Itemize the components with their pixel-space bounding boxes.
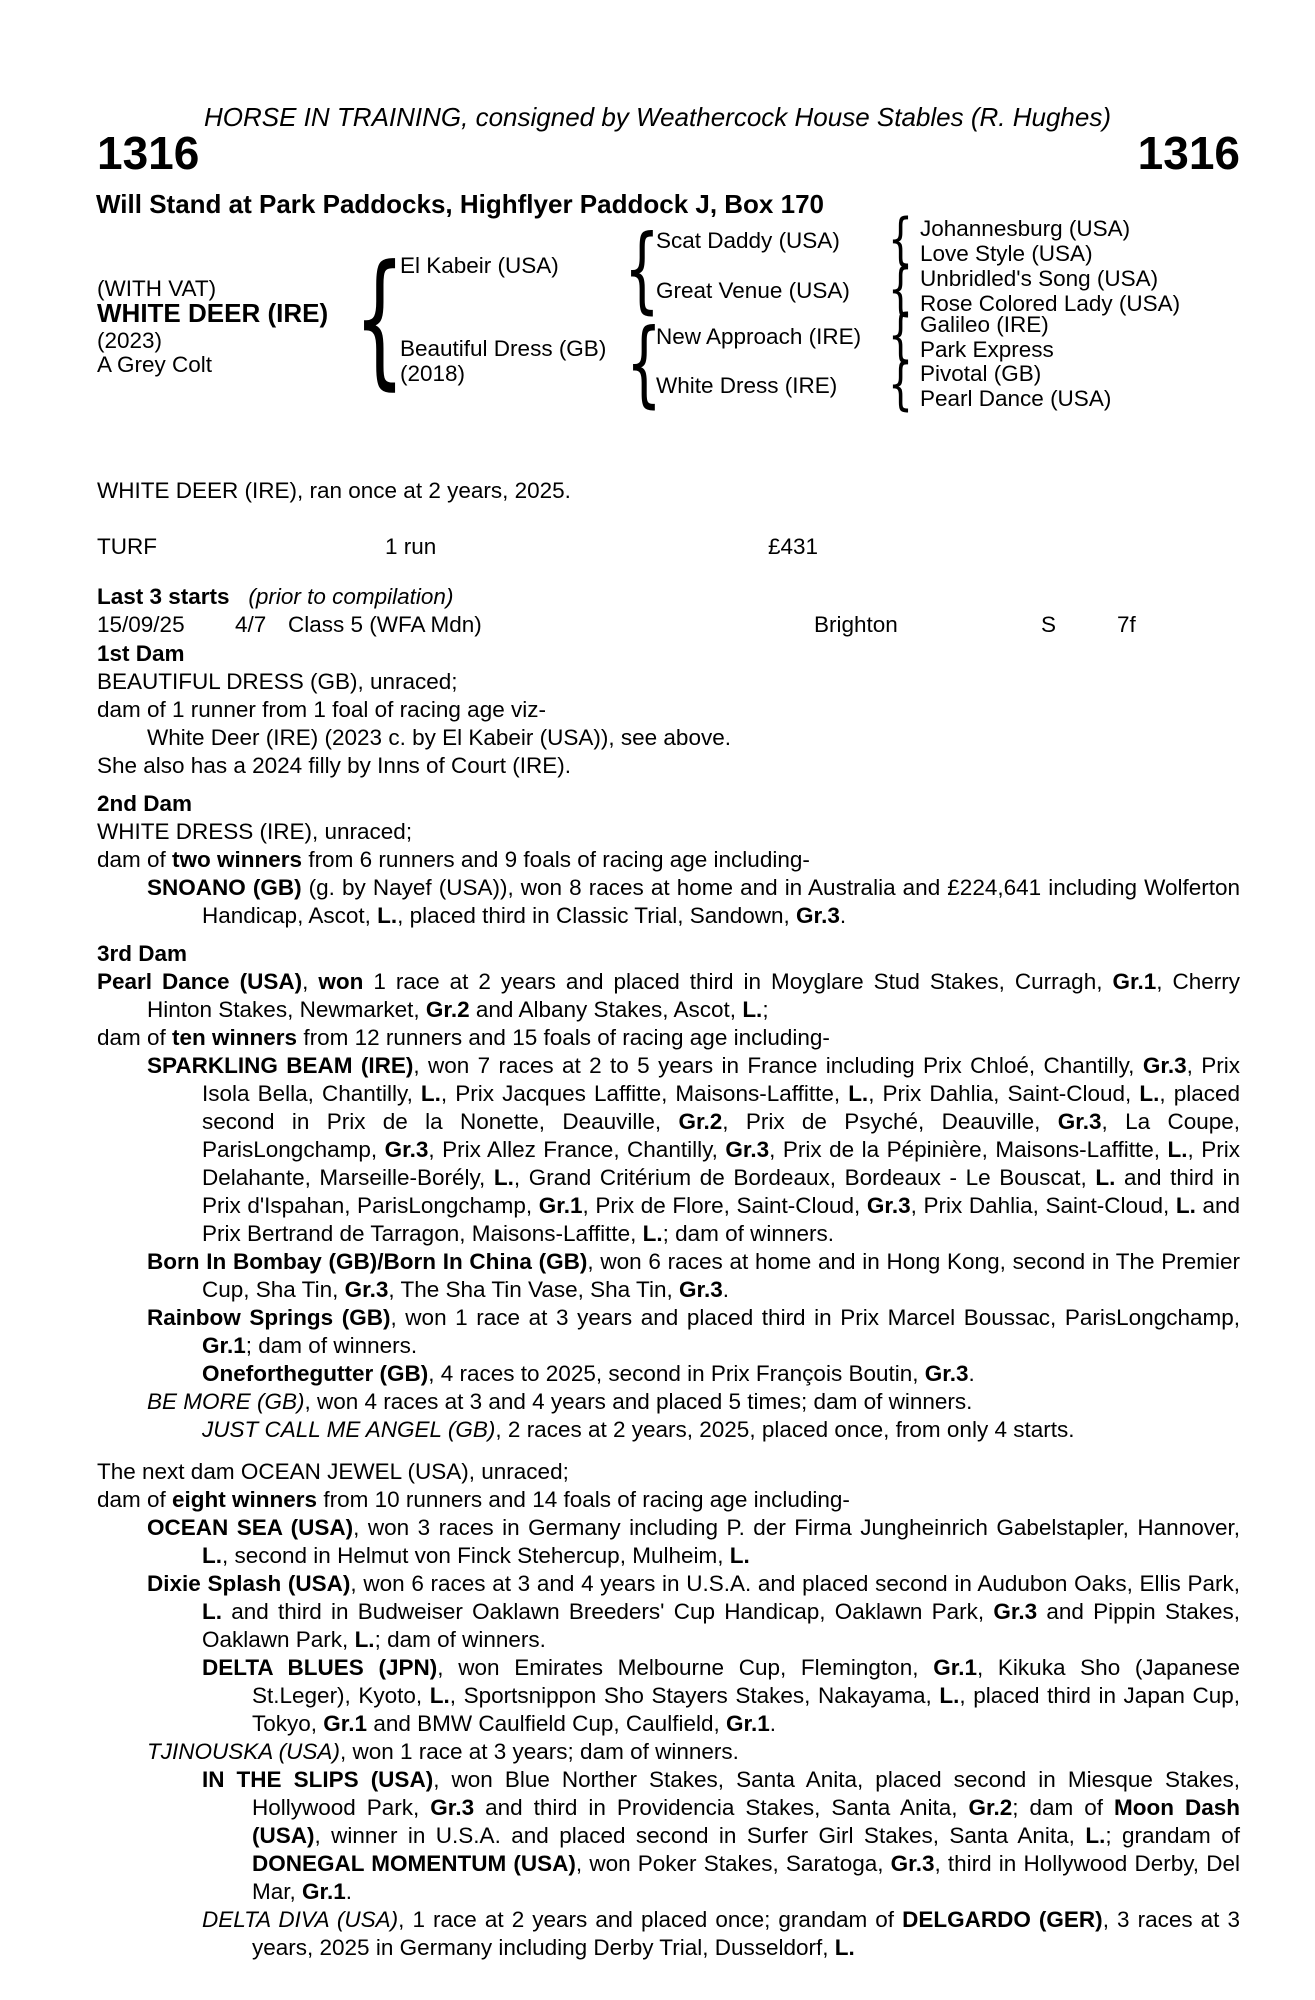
- dam-year: (2018): [400, 361, 466, 386]
- brace-icon: {: [888, 352, 913, 417]
- sire-name: El Kabeir (USA): [400, 253, 559, 278]
- text-segment: ; dam of winners.: [662, 1221, 834, 1246]
- text-segment: L.: [1139, 1081, 1160, 1106]
- start-finish-position: 4/7: [235, 612, 267, 637]
- text-segment: Gr.2: [678, 1109, 723, 1134]
- text-segment: , third in Hollywood Derby, Del Mar,: [252, 1851, 1240, 1904]
- text-segment: , La Coupe, ParisLongchamp,: [202, 1109, 1240, 1162]
- text-segment: , placed third in Classic Trial, Sandown,: [397, 903, 797, 928]
- grandparent-dam-sire: New Approach (IRE): [656, 324, 862, 349]
- great-grandparent: Pivotal (GB): [920, 361, 1042, 386]
- text-segment: BEAUTIFUL DRESS (GB), unraced;: [97, 669, 458, 694]
- text-segment: (g. by Nayef (USA)), won 8 races at home and in Australia and £224,641 including Wolferton Handicap, Ascot,: [202, 875, 1240, 928]
- start-going: S: [1041, 612, 1057, 637]
- great-grandparent: Johannesburg (USA): [920, 216, 1131, 241]
- text-segment: .: [839, 903, 847, 928]
- text-segment: Gr.3: [384, 1137, 429, 1162]
- text-segment: L.: [1085, 1823, 1106, 1848]
- text-segment: , won 7 races at 2 to 5 years in France including Prix Chloé, Chantilly,: [413, 1053, 1143, 1078]
- text-segment: , 1 race at 2 years and placed once; grandam of: [398, 1907, 903, 1932]
- text-segment: L.: [354, 1627, 375, 1652]
- with-vat-note: (WITH VAT): [97, 276, 217, 301]
- lot-number-left: 1316: [97, 127, 200, 179]
- pedigree-paragraph: [97, 1486, 1240, 1514]
- text-segment: , 2 races at 2 years, 2025, placed once, from only 4 starts.: [495, 1417, 1075, 1442]
- text-segment: and BMW Caulfield Cup, Caulfield,: [367, 1711, 726, 1736]
- pedigree-paragraph: [97, 752, 1240, 780]
- text-segment: OCEAN SEA (USA): [147, 1515, 354, 1540]
- text-segment: L.: [642, 1221, 663, 1246]
- text-segment: L.: [834, 1935, 855, 1960]
- text-segment: ,: [302, 969, 319, 994]
- text-segment: , The Sha Tin Vase, Sha Tin,: [388, 1277, 679, 1302]
- pedigree-paragraph: [97, 1052, 1240, 1248]
- text-segment: ; dam of winners.: [245, 1333, 418, 1358]
- text-segment: DELGARDO (GER): [902, 1907, 1103, 1932]
- text-segment: L.: [202, 1543, 222, 1568]
- pedigree-paragraph: [97, 846, 1240, 874]
- text-segment: , Prix Allez France, Chantilly,: [428, 1137, 726, 1162]
- text-segment: Gr.3: [430, 1795, 475, 1820]
- text-segment: .: [345, 1879, 353, 1904]
- text-segment: ; grandam of: [1105, 1823, 1240, 1848]
- text-segment: eight winners: [172, 1487, 318, 1512]
- runs-count: 1 run: [385, 534, 437, 559]
- pedigree-text: [97, 640, 1240, 1962]
- text-segment: L.: [377, 903, 398, 928]
- last-starts-line: [97, 583, 453, 611]
- text-segment: Gr.1: [202, 1333, 246, 1358]
- horse-name: WHITE DEER (IRE): [97, 298, 329, 328]
- start-race-class: Class 5 (WFA Mdn): [288, 612, 482, 637]
- text-segment: Gr.1: [302, 1879, 346, 1904]
- text-segment: , Prix Isola Bella, Chantilly,: [202, 1053, 1240, 1106]
- text-segment: Oneforthegutter (GB): [202, 1361, 429, 1386]
- text-segment: Gr.3: [890, 1851, 935, 1876]
- text-segment: Gr.3: [678, 1277, 723, 1302]
- text-segment: , Sportsnippon Sho Stayers Stakes, Nakayama,: [449, 1683, 940, 1708]
- text-segment: , Prix Dahlia, Saint-Cloud,: [910, 1193, 1176, 1218]
- lot-number-right: 1316: [1137, 127, 1240, 179]
- grandparent-sire-sire: Scat Daddy (USA): [656, 228, 840, 253]
- race-summary: WHITE DEER (IRE), ran once at 2 years, 2025.: [97, 478, 571, 503]
- text-segment: White Deer (IRE) (2023 c. by El Kabeir (USA)), see above.: [147, 725, 731, 750]
- text-segment: Gr.3: [1057, 1109, 1102, 1134]
- text-segment: 1 race at 2 years and placed third in Moyglare Stud Stakes, Curragh,: [363, 969, 1113, 994]
- great-grandparent: Park Express: [920, 337, 1054, 362]
- consignment-title: HORSE IN TRAINING, consigned by Weathercock House Stables (R. Hughes): [204, 102, 1111, 132]
- text-segment: ten winners: [172, 1025, 298, 1050]
- pedigree-paragraph: [97, 1458, 1240, 1486]
- text-segment: , won 4 races at 3 and 4 years and placed 5 times; dam of winners.: [304, 1389, 973, 1414]
- great-grandparent: Unbridled's Song (USA): [920, 266, 1159, 291]
- text-segment: , Prix de Flore, Saint-Cloud,: [582, 1193, 867, 1218]
- text-segment: , placed second in Prix de la Nonette, Deauville,: [202, 1081, 1240, 1134]
- text-segment: DELTA BLUES (JPN): [202, 1655, 438, 1680]
- text-segment: L.: [420, 1081, 441, 1106]
- pedigree-paragraph: [97, 1654, 1240, 1738]
- pedigree-paragraph: [97, 1416, 1240, 1444]
- text-segment: and Prix Bertrand de Tarragon, Maisons-Laffitte,: [202, 1193, 1241, 1246]
- text-segment: , Prix de Psyché, Deauville,: [722, 1109, 1058, 1134]
- text-segment: L.: [1175, 1193, 1196, 1218]
- text-segment: L.: [939, 1683, 960, 1708]
- text-segment: and Pippin Stakes, Oaklawn Park,: [202, 1599, 1240, 1652]
- text-segment: L.: [493, 1165, 514, 1190]
- text-segment: L.: [729, 1543, 750, 1568]
- text-segment: dam of: [97, 1487, 173, 1512]
- text-segment: WHITE DRESS (IRE), unraced;: [97, 819, 413, 844]
- surface-label: TURF: [97, 534, 157, 559]
- text-segment: She also has a 2024 filly by Inns of Court (IRE).: [97, 753, 571, 778]
- text-segment: Gr.3: [993, 1599, 1038, 1624]
- text-segment: from 10 runners and 14 foals of racing age including-: [317, 1487, 850, 1512]
- last-starts-label: Last 3 starts: [97, 584, 230, 609]
- text-segment: and Albany Stakes, Ascot,: [469, 997, 743, 1022]
- dam-section-heading: 3rd Dam: [97, 941, 188, 966]
- text-segment: Born In Bombay (GB)/Born In China (GB): [147, 1249, 588, 1274]
- pedigree-paragraph: [97, 1388, 1240, 1416]
- text-segment: Gr.3: [796, 903, 840, 928]
- grandparent-dam-dam: White Dress (IRE): [656, 373, 838, 398]
- text-segment: L.: [202, 1599, 222, 1624]
- text-segment: Gr.2: [425, 997, 470, 1022]
- text-segment: SPARKLING BEAM (IRE): [147, 1053, 414, 1078]
- text-segment: and third in Prix d'Ispahan, ParisLongchamp,: [202, 1165, 1241, 1218]
- text-segment: IN THE SLIPS (USA): [202, 1767, 434, 1792]
- text-segment: Gr.3: [344, 1277, 389, 1302]
- pedigree-paragraph: [97, 1738, 1240, 1766]
- foaled-year: (2023): [97, 328, 163, 353]
- last-starts-note: (prior to compilation): [248, 584, 454, 609]
- text-segment: , won 1 race at 3 years; dam of winners.: [339, 1739, 739, 1764]
- pedigree-paragraph: [97, 1248, 1240, 1304]
- text-segment: , Prix Jacques Laffitte, Maisons-Laffitte,: [440, 1081, 849, 1106]
- start-date: 15/09/25: [97, 612, 185, 637]
- text-segment: Gr.3: [924, 1361, 969, 1386]
- pedigree-tree: [0, 0, 1315, 460]
- text-segment: L.: [429, 1683, 450, 1708]
- pedigree-paragraph: [97, 1304, 1240, 1360]
- text-segment: , won Emirates Melbourne Cup, Flemington,: [437, 1655, 934, 1680]
- text-segment: Rainbow Springs (GB): [147, 1305, 391, 1330]
- brace-icon: {: [888, 257, 913, 322]
- pedigree-paragraph: [97, 1766, 1240, 1906]
- text-segment: , won 6 races at 3 and 4 years in U.S.A. and placed second in Audubon Oaks, Ellis Park,: [350, 1571, 1240, 1596]
- text-segment: , Kikuka Sho (Japanese St.Leger), Kyoto,: [252, 1655, 1240, 1708]
- text-segment: from 12 runners and 15 foals of racing age including-: [297, 1025, 830, 1050]
- text-segment: , second in Helmut von Finck Stehercup, Mulheim,: [222, 1543, 730, 1568]
- text-segment: .: [968, 1361, 975, 1386]
- text-segment: , winner in U.S.A. and placed second in Surfer Girl Stakes, Santa Anita,: [314, 1823, 1086, 1848]
- text-segment: and third in Budweiser Oaklawn Breeders' Cup Handicap, Oaklawn Park,: [222, 1599, 994, 1624]
- brace-icon: {: [624, 215, 660, 324]
- text-segment: Pearl Dance (USA): [97, 969, 303, 994]
- text-segment: , won 6 races at home and in Hong Kong, second in The Premier Cup, Sha Tin,: [202, 1249, 1240, 1302]
- text-segment: TJINOUSKA (USA): [147, 1739, 340, 1764]
- text-segment: L.: [1167, 1137, 1188, 1162]
- text-segment: and third in Providencia Stakes, Santa Anita,: [474, 1795, 969, 1820]
- text-segment: .: [769, 1711, 777, 1736]
- text-segment: Gr.1: [323, 1711, 368, 1736]
- dam-name: Beautiful Dress (GB): [400, 336, 607, 361]
- text-segment: , won Poker Stakes, Saratoga,: [575, 1851, 891, 1876]
- great-grandparent: Love Style (USA): [920, 241, 1093, 266]
- text-segment: dam of: [97, 1025, 173, 1050]
- text-segment: Gr.1: [725, 1711, 770, 1736]
- text-segment: Gr.1: [1112, 969, 1157, 994]
- text-segment: DONEGAL MOMENTUM (USA): [252, 1851, 576, 1876]
- pedigree-paragraph: [97, 1360, 1240, 1388]
- text-segment: , Prix Delahante, Marseille-Borély,: [202, 1137, 1240, 1190]
- brace-icon: {: [354, 234, 406, 404]
- colour-sex: A Grey Colt: [97, 352, 213, 377]
- text-segment: The next dam OCEAN JEWEL (USA), unraced;: [97, 1459, 569, 1484]
- text-segment: dam of 1 runner from 1 foal of racing age viz-: [97, 697, 546, 722]
- text-segment: , 4 races to 2025, second in Prix François Boutin,: [428, 1361, 925, 1386]
- pedigree-paragraph: [97, 1906, 1240, 1962]
- text-segment: from 6 runners and 9 foals of racing age including-: [302, 847, 810, 872]
- text-segment: , Prix de la Pépinière, Maisons-Laffitte,: [769, 1137, 1168, 1162]
- dam-section-heading: 2nd Dam: [97, 791, 193, 816]
- text-segment: Moon Dash (USA): [252, 1795, 1240, 1848]
- great-grandparent: Rose Colored Lady (USA): [920, 291, 1181, 316]
- pedigree-paragraph: [97, 1514, 1240, 1570]
- text-segment: Gr.1: [933, 1655, 977, 1680]
- text-segment: , won 3 races in Germany including P. der Firma Jungheinrich Gabelstapler, Hannover,: [353, 1515, 1240, 1540]
- text-segment: ; dam of winners.: [374, 1627, 546, 1652]
- text-segment: L.: [742, 997, 763, 1022]
- text-segment: Dixie Splash (USA): [147, 1571, 351, 1596]
- pedigree-paragraph: [97, 818, 1240, 846]
- stand-location-line: Will Stand at Park Paddocks, Highflyer Paddock J, Box 170: [96, 189, 824, 219]
- text-segment: L.: [1095, 1165, 1116, 1190]
- text-segment: BE MORE (GB): [147, 1389, 305, 1414]
- text-segment: , placed third in Japan Cup, Tokyo,: [252, 1683, 1240, 1736]
- text-segment: ;: [762, 997, 769, 1022]
- text-segment: Gr.1: [538, 1193, 583, 1218]
- brace-icon: {: [626, 309, 662, 418]
- pedigree-paragraph: [97, 968, 1240, 1024]
- brace-icon: {: [888, 303, 913, 368]
- text-segment: Gr.2: [968, 1795, 1013, 1820]
- text-segment: .: [722, 1277, 730, 1302]
- earnings-value: £431: [768, 534, 819, 559]
- start-course: Brighton: [814, 612, 898, 637]
- text-segment: , Prix Dahlia, Saint-Cloud,: [868, 1081, 1140, 1106]
- text-segment: , won 1 race at 3 years and placed third in Prix Marcel Boussac, ParisLongchamp,: [390, 1305, 1240, 1330]
- text-segment: Gr.3: [1142, 1053, 1187, 1078]
- pedigree-paragraph: [97, 668, 1240, 696]
- brace-icon: {: [888, 207, 913, 272]
- start-distance: 7f: [1117, 612, 1136, 637]
- grandparent-sire-dam: Great Venue (USA): [656, 278, 850, 303]
- text-segment: , 3 races at 3 years, 2025 in Germany including Derby Trial, Dusseldorf,: [252, 1907, 1240, 1960]
- pedigree-paragraph: [97, 1570, 1240, 1654]
- pedigree-paragraph: [97, 1024, 1240, 1052]
- text-segment: ; dam of: [1012, 1795, 1115, 1820]
- pedigree-paragraph: [97, 696, 1240, 724]
- text-segment: L.: [848, 1081, 869, 1106]
- text-segment: , Cherry Hinton Stakes, Newmarket,: [147, 969, 1240, 1022]
- text-segment: SNOANO (GB): [147, 875, 302, 900]
- text-segment: JUST CALL ME ANGEL (GB): [202, 1417, 496, 1442]
- dam-section-heading: 1st Dam: [97, 641, 185, 666]
- text-segment: won: [318, 969, 364, 994]
- text-segment: dam of: [97, 847, 173, 872]
- text-segment: Gr.3: [725, 1137, 770, 1162]
- pedigree-paragraph: [97, 724, 1240, 752]
- text-segment: , Grand Critérium de Bordeaux, Bordeaux - Le Bouscat,: [513, 1165, 1096, 1190]
- pedigree-paragraph: [97, 874, 1240, 930]
- text-segment: two winners: [172, 847, 303, 872]
- text-segment: Gr.3: [866, 1193, 911, 1218]
- great-grandparent: Galileo (IRE): [920, 312, 1049, 337]
- text-segment: DELTA DIVA (USA): [202, 1907, 399, 1932]
- great-grandparent: Pearl Dance (USA): [920, 386, 1112, 411]
- text-segment: , won Blue Norther Stakes, Santa Anita, placed second in Miesque Stakes, Hollywood Park,: [252, 1767, 1240, 1820]
